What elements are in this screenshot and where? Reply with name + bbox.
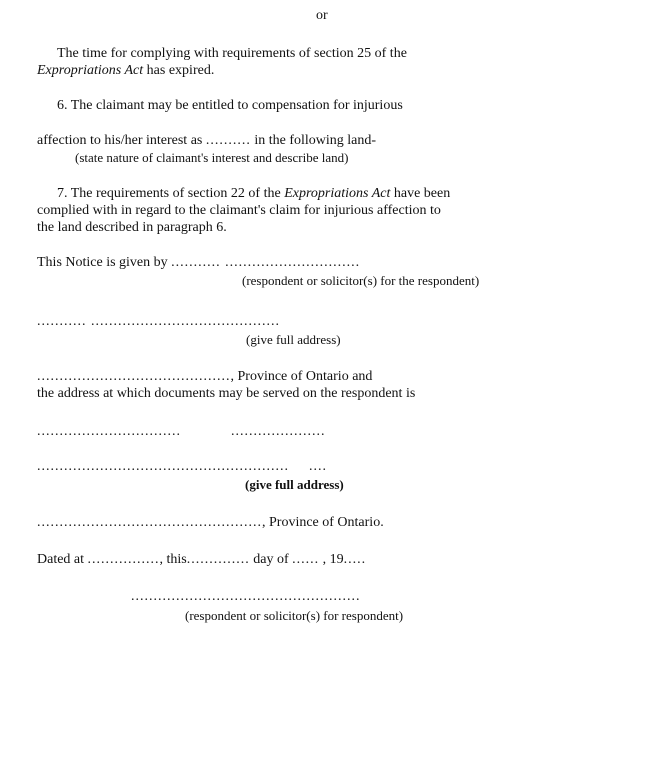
dated-line: Dated at ................, this.............. day of ...... , 19..... [37,552,367,567]
service-address-line-2: ........................................................ .... [37,459,327,474]
expropriations-act-title: Expropriations Act [37,63,144,78]
expropriations-act-title: Expropriations Act [284,186,391,201]
header-or: or [316,8,328,23]
given-by-caption: (respondent or solicitor(s) for the respondent) [242,273,480,288]
para-6-line-2: affection to his/her interest as .......... in the following land- [37,133,377,148]
year-blank: ..... [343,552,367,567]
para-6-line-1: 6. The claimant may be entitled to compensation for injurious [57,98,403,113]
address-1-caption: (give full address) [246,332,341,347]
expired-line-1: The time for complying with requirements of section 25 of the [57,46,407,61]
expired-line-2: Expropriations Act has expired. [37,63,215,78]
month-blank: ...... [292,552,320,567]
province-line-3: .................................................., Province of Ontario. [37,515,384,530]
interest-blank: .......... [205,133,251,148]
place-blank: ................ [87,552,160,567]
city-blank: .................................................. [37,515,262,530]
para-7-line-2: complied with in regard to the claimant's claim for injurious affection to [37,203,441,218]
signature-blank: ................................................... [131,589,361,604]
day-blank: .............. [186,552,250,567]
service-address-line-1: ................................ ..................... [37,424,326,439]
address-1-blank: ........... .......................................... [37,314,280,329]
province-line-1: ..........................................., Province of Ontario and [37,369,373,384]
respondent-blank: ........... .............................. [171,255,361,270]
signature-caption: (respondent or solicitor(s) for respondent) [185,608,404,623]
para-7-line-3: the land described in paragraph 6. [37,220,227,235]
city-blank: ........................................... [37,369,231,384]
address-2-caption: (give full address) [245,477,344,492]
given-by-line: This Notice is given by ........... .............................. [37,255,361,270]
province-line-2: the address at which documents may be served on the respondent is [37,386,416,401]
para-7-line-1: 7. The requirements of section 22 of the Expropriations Act have been [57,186,451,201]
para-6-caption: (state nature of claimant's interest and describe land) [75,150,349,165]
